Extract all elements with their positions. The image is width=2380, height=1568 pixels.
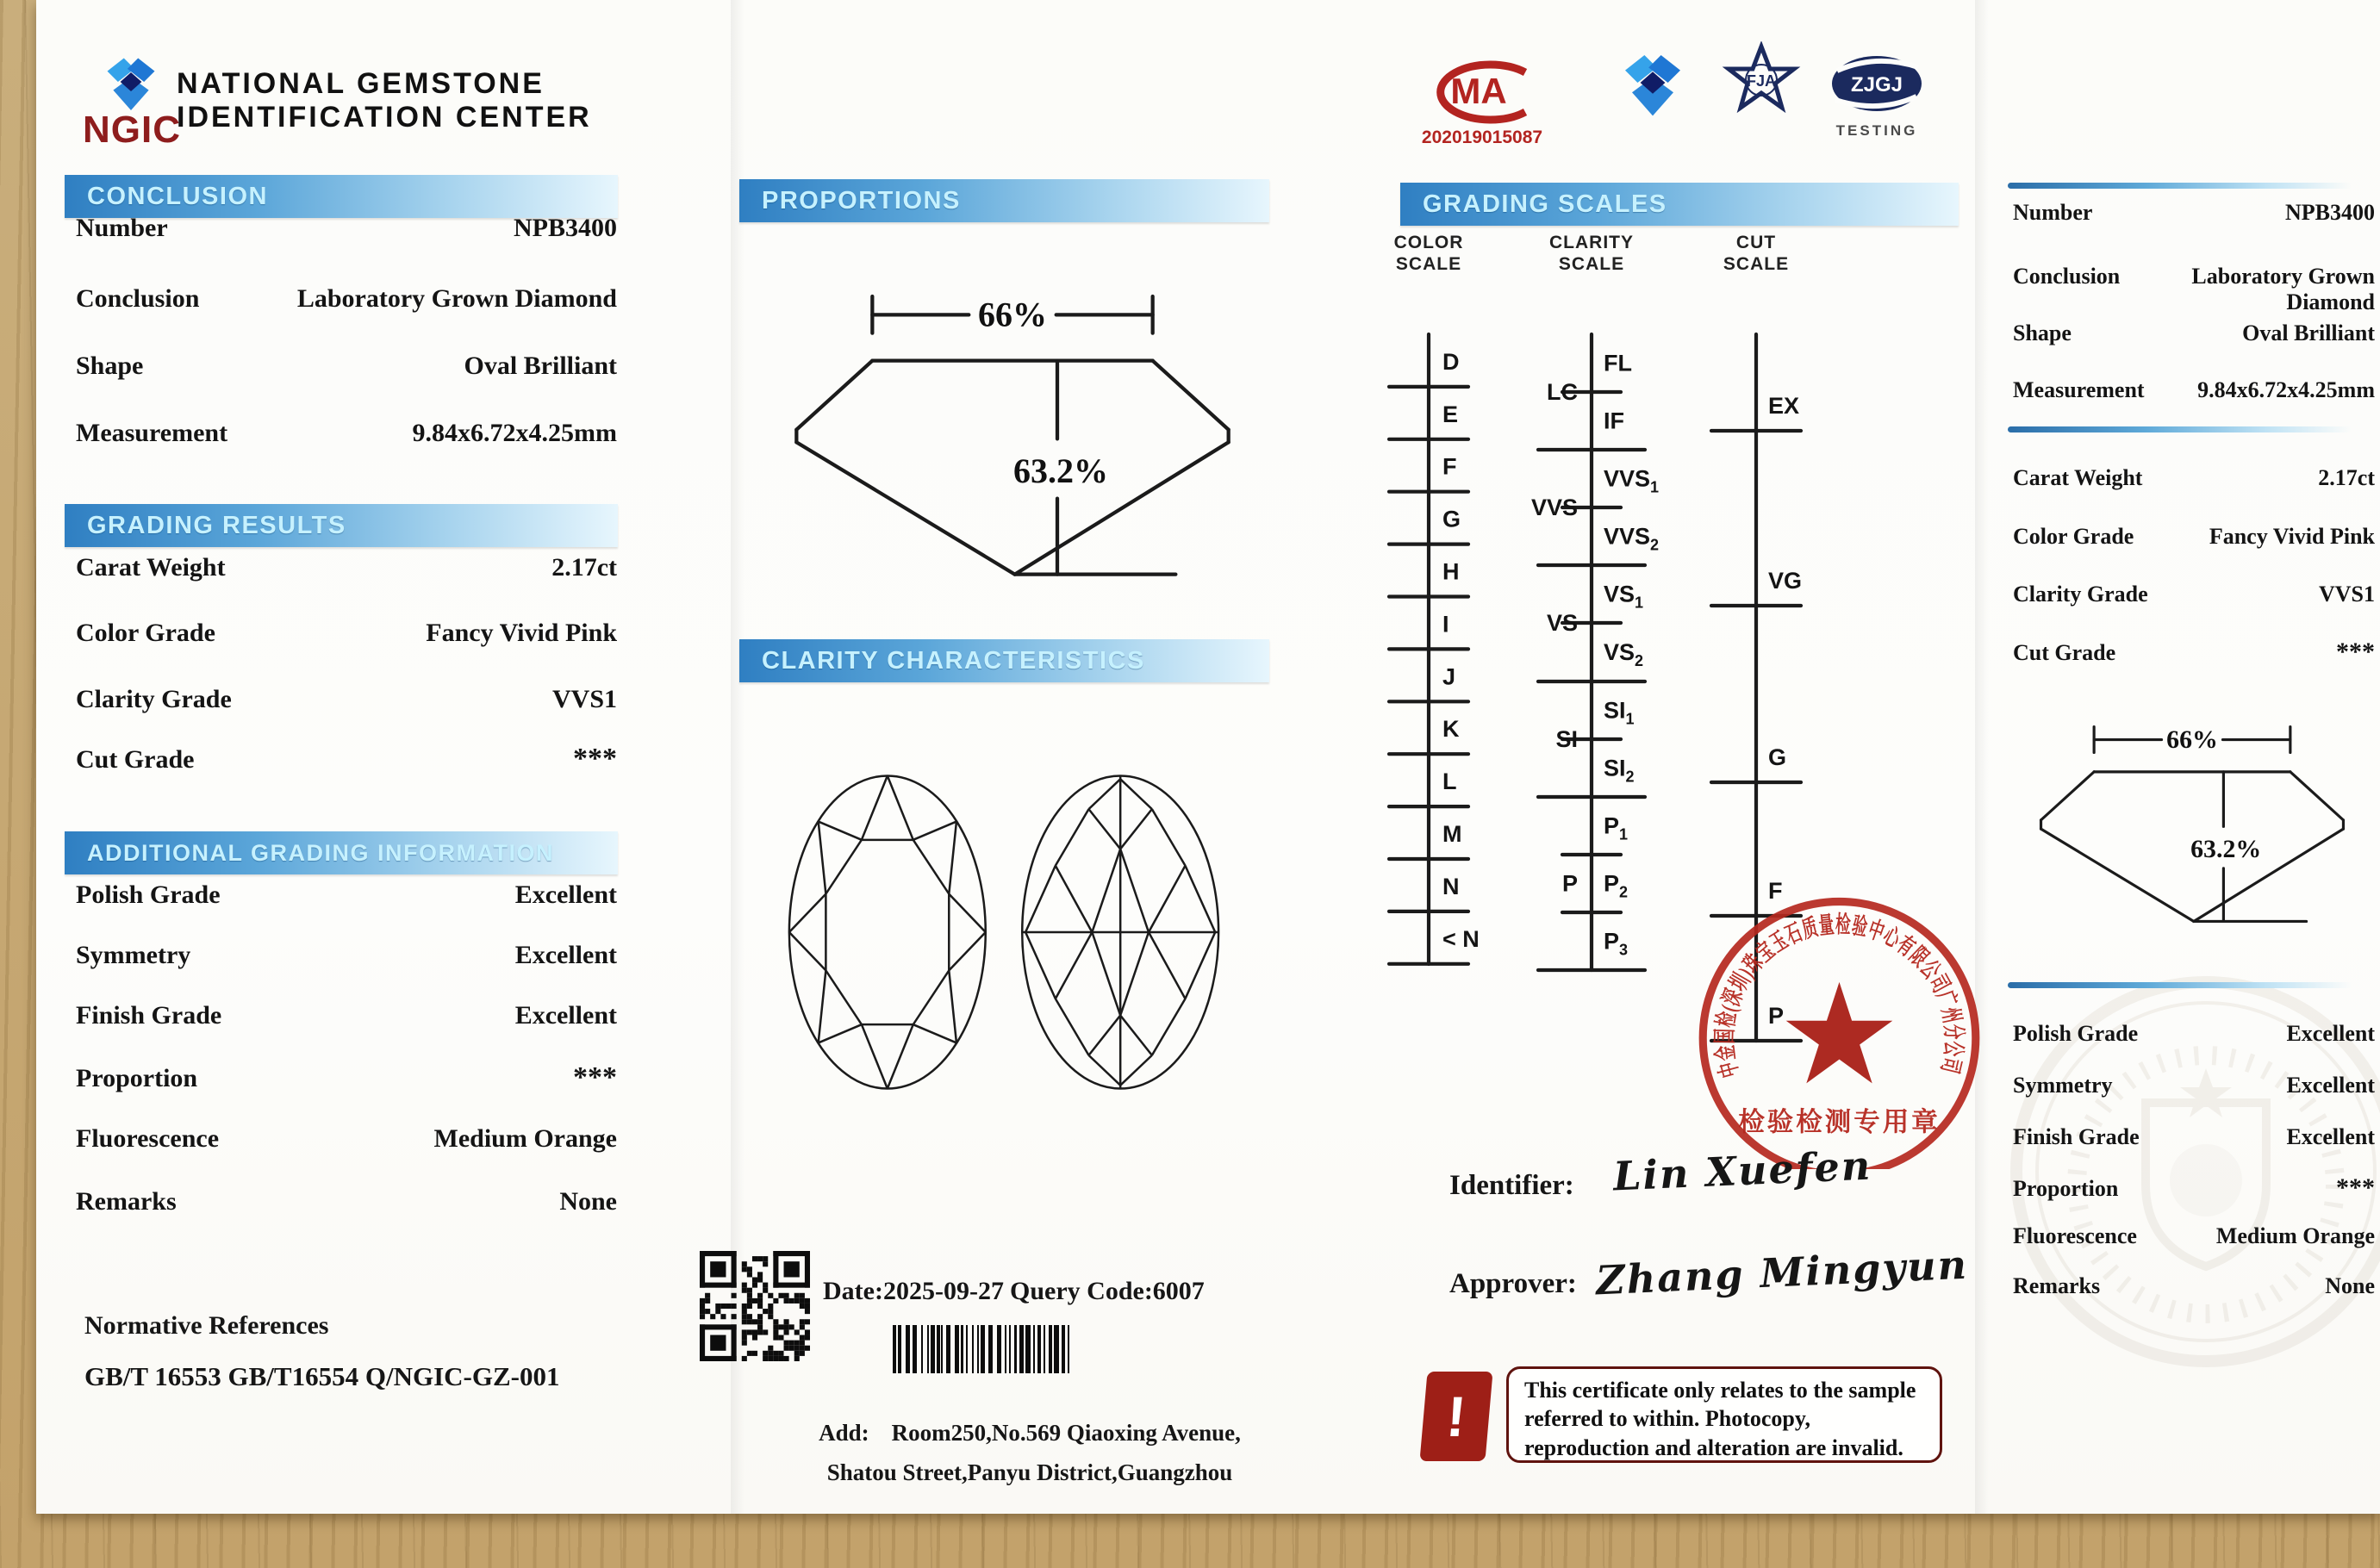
field-label: Remarks <box>76 1187 177 1216</box>
scale-grade-label: G <box>1442 506 1461 532</box>
barcode-bar <box>893 1325 896 1373</box>
table-percent: 66% <box>978 295 1047 334</box>
field-value: Excellent <box>514 1001 617 1030</box>
field-label: Color Grade <box>2013 524 2134 549</box>
field-row <box>76 553 617 582</box>
stamp-ring-text: 中金国检(深圳)珠宝玉石质量检验中心有限公司广州分公司 <box>1710 911 1968 1086</box>
svg-text:SCALE: SCALE <box>1395 254 1462 274</box>
field-value: *** <box>573 1061 617 1093</box>
field-label: Shape <box>2013 320 2072 345</box>
scale-grade-label: K <box>1442 716 1460 743</box>
barcode-bar <box>1037 1325 1041 1373</box>
ngic-diamond-logo <box>88 53 174 110</box>
field-row <box>76 743 617 775</box>
field-row <box>76 419 617 448</box>
field-row <box>76 1061 617 1094</box>
scale-grade-label: LC <box>1547 379 1578 405</box>
ngic-logo-text: NGIC <box>83 109 181 151</box>
address-line2: Shatou Street,Panyu District,Guangzhou <box>826 1459 1233 1485</box>
svg-text:MA: MA <box>1450 71 1507 111</box>
scale-grade-label: FL <box>1604 350 1632 376</box>
field-row <box>2013 524 2375 550</box>
field-row <box>2013 320 2375 346</box>
field-value: Excellent <box>2286 1124 2375 1149</box>
scale-grade-label: L <box>1442 768 1457 795</box>
normative-refs: GB/T 16553 GB/T16554 Q/NGIC-GZ-001 <box>84 1361 560 1391</box>
field-label: Polish Grade <box>2013 1021 2139 1046</box>
field-value: 2.17ct <box>2318 465 2375 490</box>
svg-text:COLOR: COLOR <box>1393 233 1464 252</box>
scale-grade-label: $VS_2$ <box>1604 639 1644 669</box>
field-row <box>2013 1173 2375 1203</box>
barcode-bar <box>1049 1325 1052 1373</box>
query-code-label: Query Code:6007 <box>1010 1277 1205 1305</box>
field-value: None <box>559 1187 617 1216</box>
scale-grade-label: $SI_2$ <box>1604 755 1635 786</box>
barcode-bar <box>898 1325 901 1373</box>
scale-grade-label: I <box>1442 611 1449 638</box>
barcode <box>893 1325 1095 1373</box>
svg-text:SCALE: SCALE <box>1723 254 1790 274</box>
field-label: Finish Grade <box>76 1001 222 1030</box>
field-label: Shape <box>76 352 144 380</box>
field-value: Laboratory Grown Diamond <box>296 284 617 313</box>
field-value: VVS1 <box>551 685 617 713</box>
summary-divider <box>2008 426 2352 432</box>
address-label: Add: <box>819 1420 869 1446</box>
barcode-bar <box>921 1325 923 1373</box>
depth-percent: 63.2% <box>2190 834 2262 863</box>
scale-grade-label: M <box>1442 821 1462 847</box>
org-title <box>177 67 592 134</box>
approver-label: Approver: <box>1449 1268 1577 1299</box>
field-label: Symmetry <box>2013 1073 2113 1098</box>
field-value: None <box>2325 1273 2375 1298</box>
field-value: *** <box>2336 1173 2375 1202</box>
scale-grade-label: < N <box>1442 925 1480 952</box>
barcode-bar <box>927 1325 929 1373</box>
proportions-diagram-small <box>2023 698 2361 939</box>
field-row <box>2013 1124 2375 1150</box>
barcode-bar <box>955 1325 959 1373</box>
field-value: Excellent <box>514 880 617 909</box>
normative-label: Normative References <box>84 1311 329 1340</box>
field-value: Medium Orange <box>2215 1223 2375 1248</box>
stamp-star-icon <box>1786 982 1893 1084</box>
field-row <box>76 1001 617 1030</box>
org-title-line2: IDENTIFICATION CENTER <box>177 101 592 134</box>
notice-text: This certificate only relates to the sample referred to within. Photocopy, reproduction and alteration are invalid. <box>1506 1366 1942 1463</box>
field-label: Carat Weight <box>2013 465 2143 490</box>
scale-grade-label: VVS <box>1530 495 1578 520</box>
red-seal-stamp <box>1691 872 1988 1169</box>
field-value: NPB3400 <box>2285 200 2375 225</box>
qr-code <box>700 1251 810 1361</box>
field-label: Carat Weight <box>76 553 226 582</box>
barcode-bar <box>972 1325 974 1373</box>
scale-grade-label: F <box>1768 878 1783 904</box>
accreditation-diamond-icon <box>1618 47 1687 118</box>
clarity-plot-diagrams <box>763 751 1245 1113</box>
barcode-bar <box>961 1325 964 1373</box>
field-value: Excellent <box>2286 1073 2375 1098</box>
scale-grade-label: EX <box>1768 393 1800 419</box>
svg-text:CUT: CUT <box>1735 233 1777 252</box>
approver-signature: Zhang Mingyun <box>1595 1241 1970 1304</box>
field-row <box>76 1124 617 1154</box>
address-block <box>780 1413 1280 1492</box>
barcode-bar <box>946 1325 950 1373</box>
scale-grade-label: N <box>1442 873 1460 899</box>
field-label: Cut Grade <box>76 745 195 774</box>
scale-grade-label: G <box>1768 744 1787 770</box>
field-label: Fluorescence <box>2013 1223 2137 1248</box>
barcode-bar <box>931 1325 935 1373</box>
field-label: Measurement <box>2013 377 2145 402</box>
barcode-bar <box>977 1325 979 1373</box>
field-value: VVS1 <box>2318 582 2375 607</box>
scale-grade-label: $P_3$ <box>1604 928 1629 959</box>
svg-text:ZJGJ: ZJGJ <box>1850 73 1903 96</box>
barcode-bar <box>1009 1325 1011 1373</box>
org-title-line1: NATIONAL GEMSTONE <box>177 67 545 100</box>
section-header-grading-results: GRADING RESULTS <box>65 504 618 547</box>
scale-grade-label: VS <box>1546 610 1578 636</box>
barcode-bar <box>997 1325 1001 1373</box>
barcode-bar <box>913 1325 917 1373</box>
cma-logo <box>1424 59 1537 126</box>
field-value: 2.17ct <box>551 553 617 582</box>
barcode-bar <box>1068 1325 1069 1373</box>
field-row <box>76 941 617 970</box>
scale-grade-label: $VVS_1$ <box>1604 465 1660 496</box>
cma-number: 202019015087 <box>1421 128 1543 147</box>
field-row <box>2013 638 2375 667</box>
zjgj-logo <box>1829 52 1925 115</box>
fja-star-logo <box>1722 41 1801 124</box>
field-value: Excellent <box>2286 1021 2375 1046</box>
scale-grade-label: $SI_1$ <box>1604 697 1635 728</box>
section-header-conclusion: CONCLUSION <box>65 175 618 218</box>
field-value: *** <box>2336 638 2375 666</box>
field-value: Oval Brilliant <box>464 352 617 380</box>
field-row <box>2013 200 2375 226</box>
summary-divider <box>2008 982 2352 988</box>
scale-grade-label: P <box>1561 870 1578 897</box>
field-row <box>2013 377 2375 403</box>
summary-divider <box>2008 183 2352 189</box>
field-label: Conclusion <box>76 284 200 313</box>
field-row <box>76 1187 617 1216</box>
scale-grade-label: P <box>1768 1003 1785 1029</box>
section-header-clarity-characteristics: CLARITY CHARACTERISTICS <box>739 639 1269 682</box>
barcode-bar <box>937 1325 940 1373</box>
scale-grade-label: IF <box>1604 408 1624 434</box>
barcode-bar <box>1005 1325 1006 1373</box>
field-row <box>76 619 617 648</box>
barcode-bar <box>1025 1325 1030 1373</box>
field-row <box>76 214 617 243</box>
field-label: Proportion <box>76 1064 198 1092</box>
barcode-bar <box>1033 1325 1035 1373</box>
table-percent: 66% <box>2166 725 2218 754</box>
proportions-diagram <box>771 255 1254 600</box>
svg-text:SCALE: SCALE <box>1558 254 1625 274</box>
field-row <box>2013 465 2375 491</box>
field-row <box>2013 1021 2375 1047</box>
field-label: Conclusion <box>2013 264 2121 289</box>
barcode-bar <box>1014 1325 1018 1373</box>
field-value: 9.84x6.72x4.25mm <box>412 419 617 447</box>
barcode-bar <box>906 1325 910 1373</box>
fold-crease-right <box>1975 0 1989 1514</box>
field-label: Fluorescence <box>76 1124 220 1153</box>
barcode-bar <box>1044 1325 1045 1373</box>
scale-grade-label: $P_1$ <box>1604 812 1629 843</box>
barcode-bar <box>941 1325 943 1373</box>
barcode-bar <box>1019 1325 1024 1373</box>
field-label: Symmetry <box>76 941 191 969</box>
field-label: Number <box>76 214 168 242</box>
field-label: Color Grade <box>76 619 215 647</box>
barcode-bar <box>988 1325 993 1373</box>
field-row <box>76 284 617 314</box>
field-label: Measurement <box>76 419 228 447</box>
field-row <box>76 880 617 910</box>
field-label: Polish Grade <box>76 880 221 909</box>
section-header-proportions: PROPORTIONS <box>739 179 1269 222</box>
address-line1: Add: Room250,No.569 Qiaoxing Avenue, <box>819 1420 1241 1446</box>
field-row <box>76 685 617 714</box>
scale-grade-label: H <box>1442 558 1460 585</box>
scale-grade-label: J <box>1442 663 1456 690</box>
field-label: Clarity Grade <box>76 685 232 713</box>
field-value: 9.84x6.72x4.25mm <box>2197 377 2375 402</box>
field-row <box>2013 582 2375 607</box>
field-value: *** <box>573 743 617 775</box>
field-label: Number <box>2013 200 2093 225</box>
field-value: Laboratory Grown Diamond <box>2191 264 2375 314</box>
identifier-signature: Lin Xuefen <box>1611 1142 1873 1200</box>
field-value: Oval Brilliant <box>2242 320 2375 345</box>
field-row <box>76 352 617 381</box>
date-label: Date:2025-09-27 <box>823 1277 1004 1305</box>
field-row <box>2013 1073 2375 1098</box>
field-row <box>2013 1273 2375 1299</box>
field-value: Fancy Vivid Pink <box>2209 524 2375 549</box>
field-label: Remarks <box>2013 1273 2101 1298</box>
scale-grade-label: SI <box>1555 726 1578 752</box>
svg-text:FJA: FJA <box>1746 72 1777 90</box>
depth-percent: 63.2% <box>1013 451 1108 490</box>
barcode-bar <box>981 1325 985 1373</box>
scale-grade-label: $VS_1$ <box>1604 581 1644 612</box>
field-label: Cut Grade <box>2013 640 2116 665</box>
section-header-grading-scales: GRADING SCALES <box>1400 183 1959 226</box>
scale-grade-label: F <box>1442 453 1457 480</box>
svg-text:CLARITY: CLARITY <box>1549 233 1634 252</box>
scale-grade-label: E <box>1442 401 1459 427</box>
zjgj-sub-label: TESTING <box>1835 122 1918 139</box>
section-header-additional: ADDITIONAL GRADING INFORMATION <box>65 831 618 874</box>
field-label: Finish Grade <box>2013 1124 2140 1149</box>
barcode-bar <box>966 1325 968 1373</box>
scale-grade-label: D <box>1442 348 1460 375</box>
field-value: Medium Orange <box>433 1124 617 1153</box>
scale-grade-label: VG <box>1768 568 1803 594</box>
field-label: Proportion <box>2013 1176 2119 1201</box>
warning-icon: ! <box>1419 1372 1492 1461</box>
field-row <box>2013 1223 2375 1249</box>
field-value: Fancy Vivid Pink <box>426 619 617 647</box>
scale-grade-label: $VVS_2$ <box>1604 523 1660 554</box>
field-label: Clarity Grade <box>2013 582 2148 607</box>
field-value: NPB3400 <box>514 214 617 242</box>
stamp-center-text: 检验检测专用章 <box>1738 1107 1941 1137</box>
scale-grade-label: $P_2$ <box>1604 870 1629 901</box>
field-value: Excellent <box>514 941 617 969</box>
barcode-bar <box>1054 1325 1058 1373</box>
identifier-label: Identifier: <box>1449 1170 1574 1201</box>
field-row <box>2013 264 2375 315</box>
barcode-bar <box>1062 1325 1065 1373</box>
